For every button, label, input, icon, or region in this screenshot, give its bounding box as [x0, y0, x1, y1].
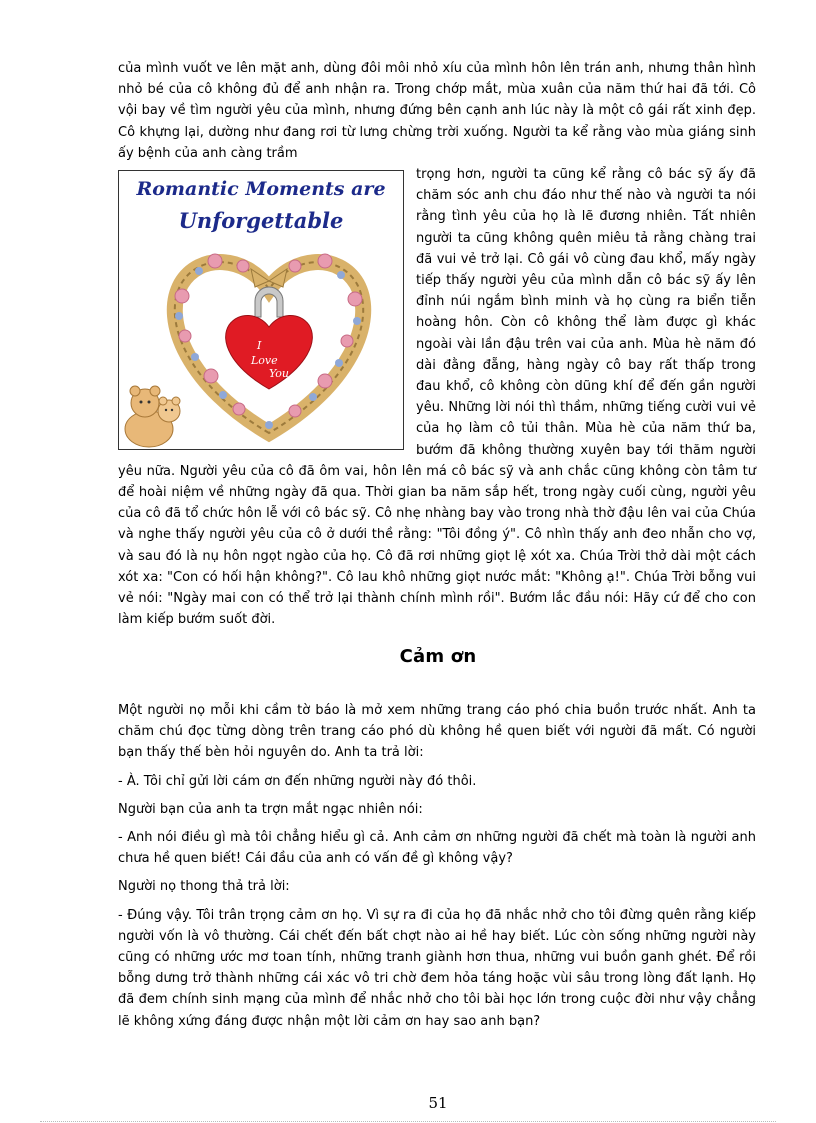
paragraph: - Đúng vậy. Tôi trân trọng cảm ơn họ. Vì sự ra đi của họ đã nhắc nhở cho tôi đừng quên rằng kiếp người vốn là vô thường. Cái chết đến bất chợt nào ai hề hay biết. Lúc còn sống những người này cũng có những ước mơ toan tính, những tranh giành hơn thua, những vui buồn ganh ghét. Để rồi bỗng dưng trở thành những cái xác vô tri chờ đem hỏa táng hoặc vùi sâu trong lòng đất lạnh. Họ đã đem chính sinh mạng của mình để nhắc nhở cho tôi bài học lớn trong cuộc đời như vậy chẳng lẽ không xứng đáng được nhận một lời cảm ơn hay sao anh bạn?: [118, 907, 756, 1029]
teddy-bears-icon: [125, 386, 180, 447]
paragraph: - Anh nói điều gì mà tôi chẳng hiểu gì cả. Anh cảm ơn những người đã chết mà toàn là người anh chưa hề quen biết! Cái đầu của anh có vấn đề gì không vậy?: [118, 830, 756, 867]
story-intro-text: của mình vuốt ve lên mặt anh, dùng đôi môi nhỏ xíu của mình hôn lên trán anh, nhưng thân hình nhỏ bé của cô không đủ để anh nhận ra. Trong chớp mắt, mùa xuân của năm thứ hai đã tới. Cô vội bay về tìm người yêu của mình, nhưng đứng bên cạnh anh lúc này là một cô gái rất xinh đẹp. Cô khựng lại, dường như đang rơi từ lưng chừng trời xuống. Người ta kể rằng vào mùa giáng sinh ấy bệnh của anh càng trầm: [118, 61, 756, 161]
lock-text-line3: You: [269, 367, 290, 380]
lock-text-line2: Love: [251, 354, 278, 367]
illustration-title-line2: Unforgettable: [178, 208, 344, 233]
story-body-text: trọng hơn, người ta cũng kể rằng cô bác sỹ ấy đã chăm sóc anh chu đáo như thế nào và người ta nói rằng tình yêu của họ là lẽ đương nhiên. Tất nhiên người ta cũng không quên miêu tả rằng chàng trai đã vui vẻ trở lại. Cô gái vô cùng đau khổ, mấy ngày tiếp thấy người yêu của mình dẫn cô bác sỹ ấy lên đỉnh núi ngắm bình minh và họ cùng ra biển tiễn hoàng hôn. Còn cô không thể làm được gì khác ngoài vài lần đậu trên vai của anh. Mùa hè năm đó dài đằng đẵng, hàng ngày cô bay rất thấp trong đau khổ, cô không còn dũng khí để đến gần người yêu. Những lời nói thì thầm, những tiếng cười vui vẻ của họ làm cô tủi thân. Mùa hè của năm thứ ba, bướm đã không thường xuyên bay tới thăm người yêu nữa. Người yêu của cô đã ôm vai, hôn lên má cô bác sỹ và anh chắc cũng không còn tâm tư để hoài niệm về những ngày đã qua. Thời gian ba năm sắp hết, trong ngày cuối cùng, người yêu của cô đã tổ chức hôn lễ với cô bác sỹ. Cô nhẹ nhàng bay vào trong nhà thờ đậu lên vai của Chúa và nghe thấy người yêu của cô ở dưới thề rằng: "Tôi đồng ý". Cô nhìn thấy anh đeo nhẫn cho vợ, và sau đó là nụ hôn ngọt ngào của họ. Cô đã rơi những giọt lệ xót xa. Chúa Trời thở dài một cách xót xa: "Con có hối hận không?". Cô lau khô những giọt nước mắt: "Không ạ!". Chúa Trời bỗng vui vẻ nói: "Ngày mai con có thể trở lại thành chính mình rồi". Bướm lắc đầu nói: Hãy cứ để cho con làm kiếp bướm suốt đời.: [118, 167, 756, 628]
section-heading: Cảm ơn: [399, 646, 477, 667]
lock-text-line1: I: [257, 339, 262, 352]
page-number: 51: [428, 1094, 448, 1112]
paragraph: - À. Tôi chỉ gửi lời cám ơn đến những người này đó thôi.: [118, 773, 477, 789]
paragraph: Người nọ thong thả trả lời:: [118, 879, 290, 895]
romantic-illustration: [118, 170, 404, 450]
paragraph: Một người nọ mỗi khi cầm tờ báo là mở xem những trang cáo phó chia buồn trước nhất. Anh ta chăm chú đọc từng dòng trên trang cáo phó dù không hề quen biết với người đã mất. Có người bạn thấy thế bèn hỏi nguyên do. Anh ta trả lời:: [118, 703, 756, 761]
paragraph: Người bạn của anh ta trợn mắt ngạc nhiên nói:: [118, 801, 423, 817]
story-cam-on: [118, 700, 756, 1039]
story-intro: [118, 58, 756, 164]
footer-divider: [40, 1121, 776, 1122]
heart-wreath-graphic: [119, 171, 403, 449]
illustration-title-line1: Romantic Moments are: [136, 178, 386, 200]
image-wrap-section: [118, 164, 756, 630]
